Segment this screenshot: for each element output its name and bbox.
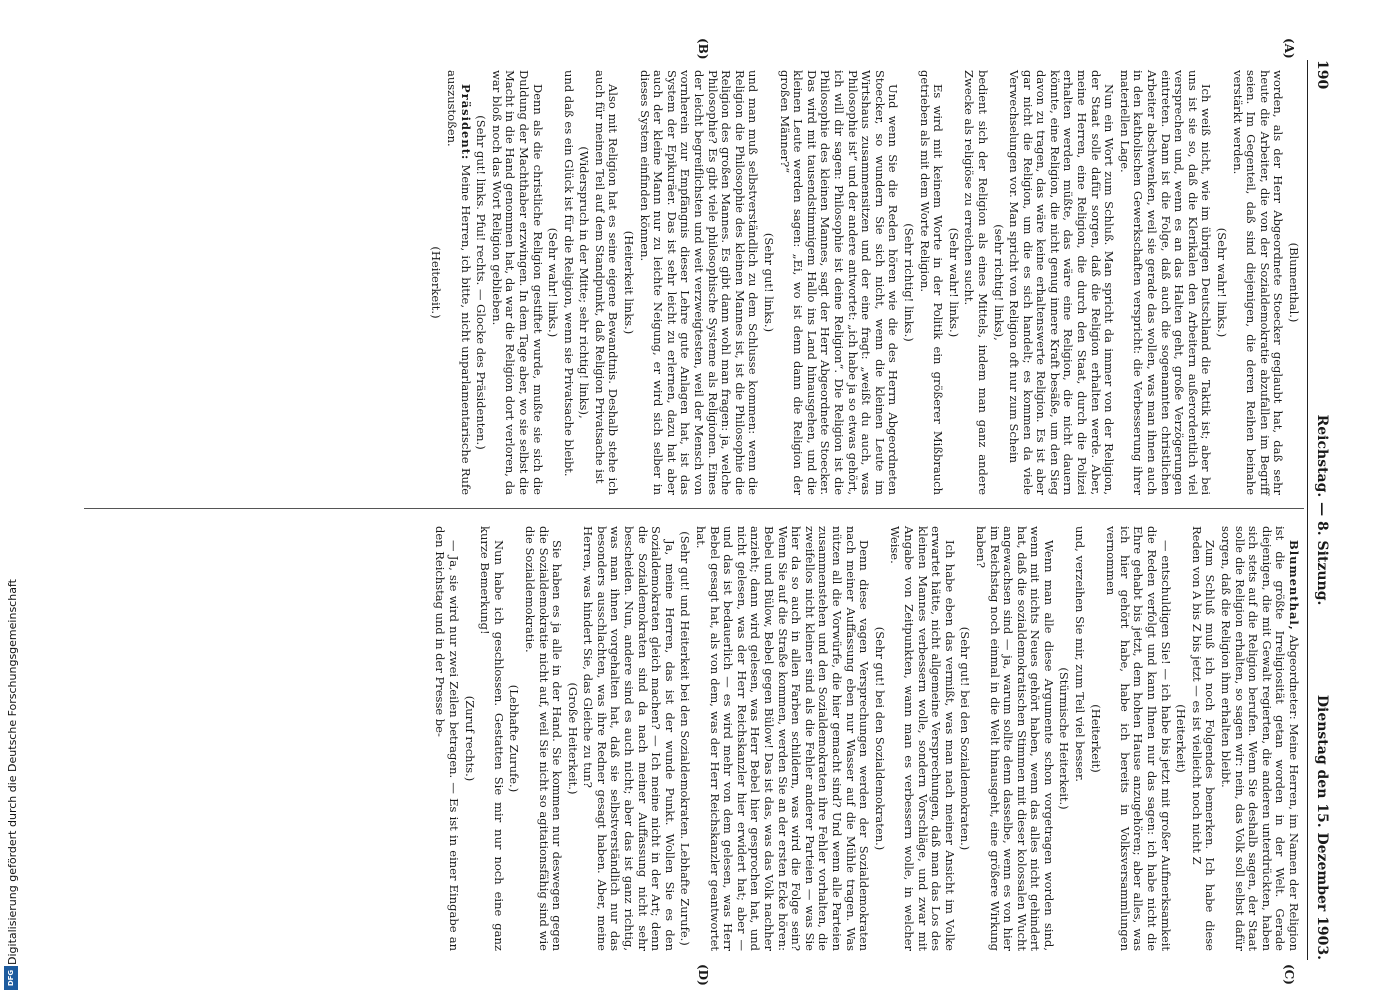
speaker-role: Abgeordneter: [1287, 634, 1301, 720]
reaction: (Heiterkeit links.) [622, 230, 637, 335]
margin-marker-d: (D) [696, 964, 710, 986]
paragraph: Ja, meine Herren, das ist der wunde Punkt. Wollen Sie es den Sozialdemokraten gleich machen? — Ich meine nicht in der Art; denn die Sozialdemokraten sind da nach meiner Auffassung nicht sehr bescheiden. Nun, andere sind es auch nicht; aber das ist ganz richtig, was man ihnen vorgehalten hat, daß sie selbstverständlich nur das besonders ausschlachten, was ihre Redner gesagt haben. Aber, meine Herren, was hindert Sie, das Gleiche zu tun? [581, 526, 677, 951]
reaction: (Heiterkeit) [1088, 704, 1103, 773]
reaction: (Sehr wahr! links.) [946, 227, 961, 338]
running-title: Reichstag. — 8. Sitzung. [1314, 414, 1330, 606]
paragraph: Es wird mit keinem Worte in der Politik ein größerer Mißbrauch getrieben als mit dem Worte Religion. [917, 70, 946, 495]
page-number: 190 [1314, 60, 1330, 90]
speaker-continuation: (Blumenthal.) [1287, 242, 1301, 323]
rotated-page [80, 38, 1330, 986]
reaction: (Große Heiterkeit.) [565, 682, 580, 795]
speaker-paragraph [1218, 526, 1300, 951]
paragraph: Zum Schluß muß ich noch Folgendes bemerken. Ich habe diese Reden von A bis Z bis jetzt — es ist vielleicht noch nicht Z [1189, 526, 1218, 951]
reaction: (Sehr gut! bei den Sozialdemokraten.) [958, 626, 973, 851]
reaction: (Sehr gut! und Heiterkeit bei den Sozialdemokraten. Lebhafte Zurufe.) [678, 531, 693, 946]
paragraph: Denn als die christliche Religion gestiftet wurde, mußte sie sich die Duldung der Machthaber erzwingen. In dem Tage aber, wo sie selbst die Macht in die Hand genommen hat, da war die Religion dort verloren, da war bloß noch das Wort Religion geblieben. [489, 70, 545, 495]
reaction: (Stürmische Heiterkeit.) [1057, 667, 1072, 810]
paragraph: und daß es ein Glück ist für die Religion, wenn sie Privatsache bleibt. [561, 70, 576, 477]
paragraph: Sie haben es ja alle in der Hand. Sie kommen nur deswegen gegen die Sozialdemokratie nicht auf, weil Sie nicht so agitationsfähig sind wie die Sozialdemokratie. [522, 526, 565, 951]
paragraph: — Ja, sie wird nur zwei Zeilen betragen. — Es ist in einer Eingabe an den Reichstag und in der Presse be- [433, 526, 461, 951]
president-paragraph [444, 70, 471, 495]
header-rule [1307, 60, 1308, 960]
dfg-logo-text: DFG [7, 969, 15, 987]
paragraph: Wenn man alle diese Argumente schon vorgetragen worden sind, wenn mit nichts Neues gehört haben, wenn das alles nicht gehindert hat, daß die sozialdemokratischen Stimmen mit dieser kolossalen Wucht angewachsen sind — ja, warum sollte denn dasselbe, wenn es von hier im Reichstag noch einmal in die Welt hinausgeht, eine größere Wirkung haben? [973, 526, 1056, 951]
reaction: (Sehr wahr! links.) [546, 227, 561, 338]
paragraph: Nun ein Wort zum Schluß. Man spricht da immer von der Religion, der Staat solle dafür sorgen, daß die Religion erhalten werde. Aber, meine Herren, eine Religion, die durch den Staat, durch die Polizei erhalten werden müßte, das wäre eine Religion, die nicht dauern könnte, eine Religion, die nicht genug innere Kraft besäße, um den Sieg davon zu tragen, das wäre keine erhaltenswerte Religion. Es ist aber gar nicht die Religion, um die es sich handelt; es kommen da viele Verwechselungen vor. Man spricht von Religion oft nur zum Schein [1007, 70, 1117, 495]
president-text: Meine Herren, ich bitte, nicht unparlamentarische Rufe auszustoßen. [444, 70, 473, 496]
paragraph: bedient sich der Religion als eines Mittels, indem man ganz andere Zwecke als religiöse zu erreichen sucht. [962, 70, 990, 495]
paragraph: Denn diese vagen Versprechungen werden der Sozialdemokraten nach meiner Auffassung eben nur Wasser auf die Mühle tragen. Was nützen all die Vorwürfe, die hier gemacht sind? Und wenn alle Parteien zusammenstehen und den Sozialdemokraten ihre Fehler vorhalten, die zweifellos nicht kleiner sind als die Fehler anderer Parteien — was Sie hier da so auch in allen Farben schildern, was wird die Folge sein? Wenn Sie auf die Straße kommen, werden Sie an der ersten Ecke hören: Bebel und Bülow, Bebel gegen Bülow! Das ist das, was das Volk nachher anzieht; dann wird gelesen, was Herr Bebel hier gesprochen hat, und nicht gelesen, was der Herr Reichskanzler hier erwidert hat; aber — und das ist bedauerlich — es wird mehr von dem gelesen, was Herr Bebel gesagt hat, als von dem, was der Herr Reichskanzler geantwortet hat. [694, 526, 872, 951]
reaction: (Sehr wahr! links.) [1215, 227, 1230, 338]
session-date: Dienstag den 15. Dezember 1903. [1314, 694, 1330, 960]
column-divider [84, 508, 1304, 509]
page-header [1308, 60, 1330, 960]
paragraph: Ich weiß nicht, wie im übrigen Deutschland die Taktik ist; aber bei uns ist sie so, daß die Klerikalen den Arbeitern außerordentlich viel versprechen und, wenn es an das Halten geht, große Verzögerungen eintreten. Dann ist die Folge, daß auch die sogenannten christlichen Arbeiter abschwenken, weil sie gerade das wollen, was man ihnen auch in den katholischen Gewerkschaften verspricht: die Verbesserung ihrer materiellen Lage. [1117, 70, 1214, 495]
reaction: (Heiterkeit) [1174, 704, 1189, 773]
paragraph: — entschuldigen Sie! — ich habe bis jetzt mit großer Aufmerksamkeit die Reden verfolgt und kann Ihnen nur das sagen: ich habe nicht die Ehre gehabt bis jetzt, dem hohen Hause anzugehören; aber alles, was ich hier gehört habe, habe ich bereits in Volksversammlungen vernommen [1104, 526, 1173, 951]
reaction: (Sehr gut! links.) [762, 232, 777, 333]
margin-marker-a: (A) [1282, 38, 1296, 59]
paragraph: Und wenn Sie die Reden hören wie die des Herrn Abgeordneten Stoecker, so wundern Sie sich nicht, wenn die kleinen Leute im Wirtshaus zusammensitzen und der eine fragt: „weißt du auch, was Philosophie ist“ und der andere antwortet: „ich habe ja so etwas gehört, ich will dir sagen: Philosophie ist deine Religion“. Die Religion ist die Philosophie des kleinen Mannes, sagt der Herr Abgeordnete Stoecker. Das wird mit tausendstimmigem Hallo ins Land hinausgehen, und die kleinen Leute werden sagen: „Ei, wo ist denn dann die Religion der großen Männer?“ [777, 70, 901, 495]
paragraph: worden, als der Herr Abgeordnete Stoecker geglaubt hat, daß sehr heute die Arbeiter, die von der Sozialdemokratie abzufallen im Begriff seien. Im Gegenteil, daß sind diejenigen, die deren Reihen beinahe verstärkt werden. [1230, 70, 1286, 495]
paragraph: und man muß selbstverständlich zu dem Schlusse kommen: wenn die Religion die Philosophie des kleinen Mannes ist, ist die Philosophie die Religion des großen Mannes. Es gibt dann wohl man fragen: ja, welche Philosophie? Es gibt viele philosophische Systeme als Religionen. Eines der leicht begreiflichsten und weit verzweigtesten, weil der Mensch von vornherein zur Empfängnis dieser Lehre gute Anlagen hat, ist das System der Epikuräer. Das ist sehr leicht zu erlernen, dazu hat aber auch der kleine Mann nur zu leichte Neigung, er wird sich selber in dieses System einfinden können. [637, 70, 761, 495]
reaction: (Sehr gut! links. Pfui! rechts. — Glocke des Präsidenten.) [474, 115, 489, 450]
president-label: Präsident: [458, 84, 473, 161]
digitization-credit: Digitalisierung gefördert durch die Deutsche Forschungsgemeinschaft [6, 579, 19, 965]
reaction: (Lebhafte Zurufe.) [507, 684, 522, 793]
margin-marker-c: (C) [1282, 964, 1296, 985]
right-column [431, 526, 1300, 951]
reaction: (Zuruf rechts.) [462, 695, 477, 782]
speaker-name: Blumenthal, [1287, 540, 1301, 631]
reaction: (Sehr richtig! links.) [901, 223, 916, 342]
reaction: (Heiterkeit.) [429, 246, 444, 319]
paragraph-text: Meine Herren, im Namen der Religion ist die größte Irreligiosität getan worden in der Welt. Gerade diejenigen, die mit Gewalt regierten, die anderen unterdrückten, haben sich stets auf die Religion berufen. Wenn Sie deshalb sagen, der Staat solle die Religion erhalten, so sagen wir: nein, das Volk soll selbst dafür sorgen, daß die Religion ihm erhalten bleibt. [1219, 526, 1301, 952]
paragraph: und, verzeihen Sie mir, zum Teil viel besser. [1073, 526, 1088, 782]
reaction: (Widerspruch in der Mitte; sehr richtig! links), [577, 146, 592, 419]
dfg-logo [4, 966, 18, 990]
margin-marker-b: (B) [696, 38, 710, 60]
paragraph: Also mit Religion hat es seine eigene Bewandtnis. Deshalb stehe ich auch für meinen Teil auf dem Standpunkt, daß Religion Privatsache ist [592, 70, 621, 495]
paragraph: Ich habe eben das vermißt, was man nach meiner Ansicht im Volke erwartet hätte, nicht allgemeine Versprechungen, daß man das Los des kleinen Mannes verbessern wolle, sondern Vorschläge, und zwar mit Angabe von Zeitpunkten, wann man es verbessern wolle, in welcher Weise. [888, 526, 957, 951]
reaction: (Sehr gut! bei den Sozialdemokraten.) [872, 626, 887, 851]
paragraph: Nun habe ich geschlossen. Gestatten Sie mir nur noch eine ganz kurze Bemerkung! [478, 526, 506, 951]
reaction: (sehr richtig! links), [991, 224, 1006, 341]
left-column [427, 70, 1300, 495]
